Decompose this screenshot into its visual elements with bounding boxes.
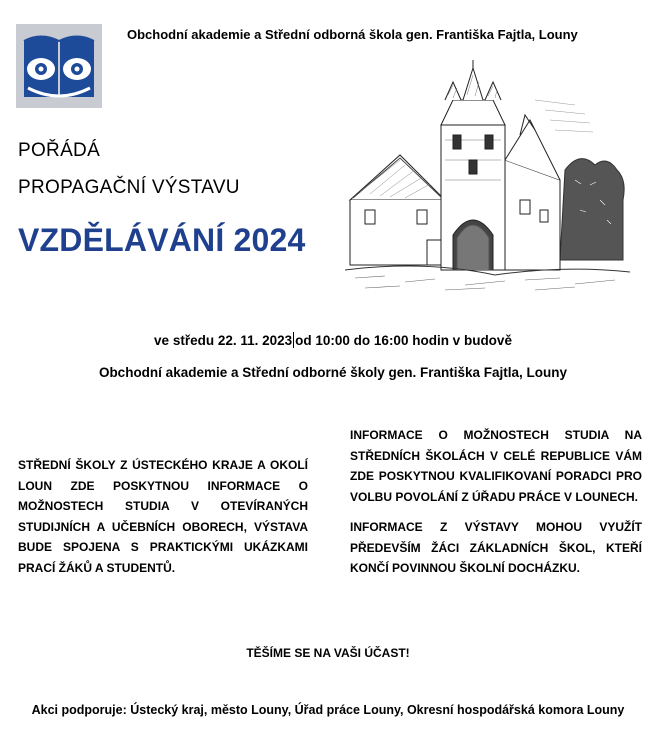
event-time: od 10:00 do 16:00 hodin v budově [295, 333, 512, 348]
intro-line-organizes: POŘÁDÁ [18, 140, 101, 161]
right-paragraph-2: INFORMACE Z VÝSTAVY MOHOU VYUŽÍT PŘEDEVŠÍM ŽÁCI ZÁKLADNÍCH ŠKOL, KTEŘÍ KONČÍ POVINNOU ŠKOLNÍ DOCHÁZKU. [350, 520, 642, 575]
event-title: VZDĚLÁVÁNÍ 2024 [18, 222, 306, 258]
school-name-header: Obchodní akademie a Střední odborná škola gen. Františka Fajtla, Louny [127, 27, 578, 42]
intro-line-exhibition: PROPAGAČNÍ VÝSTAVU [18, 177, 240, 198]
text-cursor [293, 332, 294, 348]
left-paragraph: STŘEDNÍ ŠKOLY Z ÚSTECKÉHO KRAJE A OKOLÍ LOUN ZDE POSKYTNOU INFORMACE O MOŽNOSTECH STUDIA V OTEVÍRANÝCH STUDIJNÍCH A UČEBNÍCH OBORECH, VÝSTAVA BUDE SPOJENA S PRAKTICKÝMI UKÁZKAMI PRACÍ ŽÁKŮ A STUDENTŮ. [18, 458, 308, 575]
event-date: ve středu 22. 11. 2023 [154, 333, 293, 348]
event-date-line [0, 332, 666, 348]
school-logo-icon [16, 24, 102, 108]
supporters-line: Akci podporuje: Ústecký kraj, město Louny, Úřad práce Louny, Okresní hospodářská komora Louny [31, 703, 625, 717]
event-venue: Obchodní akademie a Střední odborné školy gen. Františka Fajtla, Louny [98, 365, 568, 380]
closing-line: TĚŠÍME SE NA VAŠI ÚČAST! [246, 646, 410, 660]
town-gate-sketch-icon [345, 60, 630, 292]
right-paragraph-1: INFORMACE O MOŽNOSTECH STUDIA NA STŘEDNÍCH ŠKOLÁCH V CELÉ REPUBLICE VÁM ZDE POSKYTNOU KVALIFIKOVANÍ PORADCI PRO VOLBU POVOLÁNÍ Z ÚŘADU PRÁCE V LOUNECH. [350, 428, 642, 504]
